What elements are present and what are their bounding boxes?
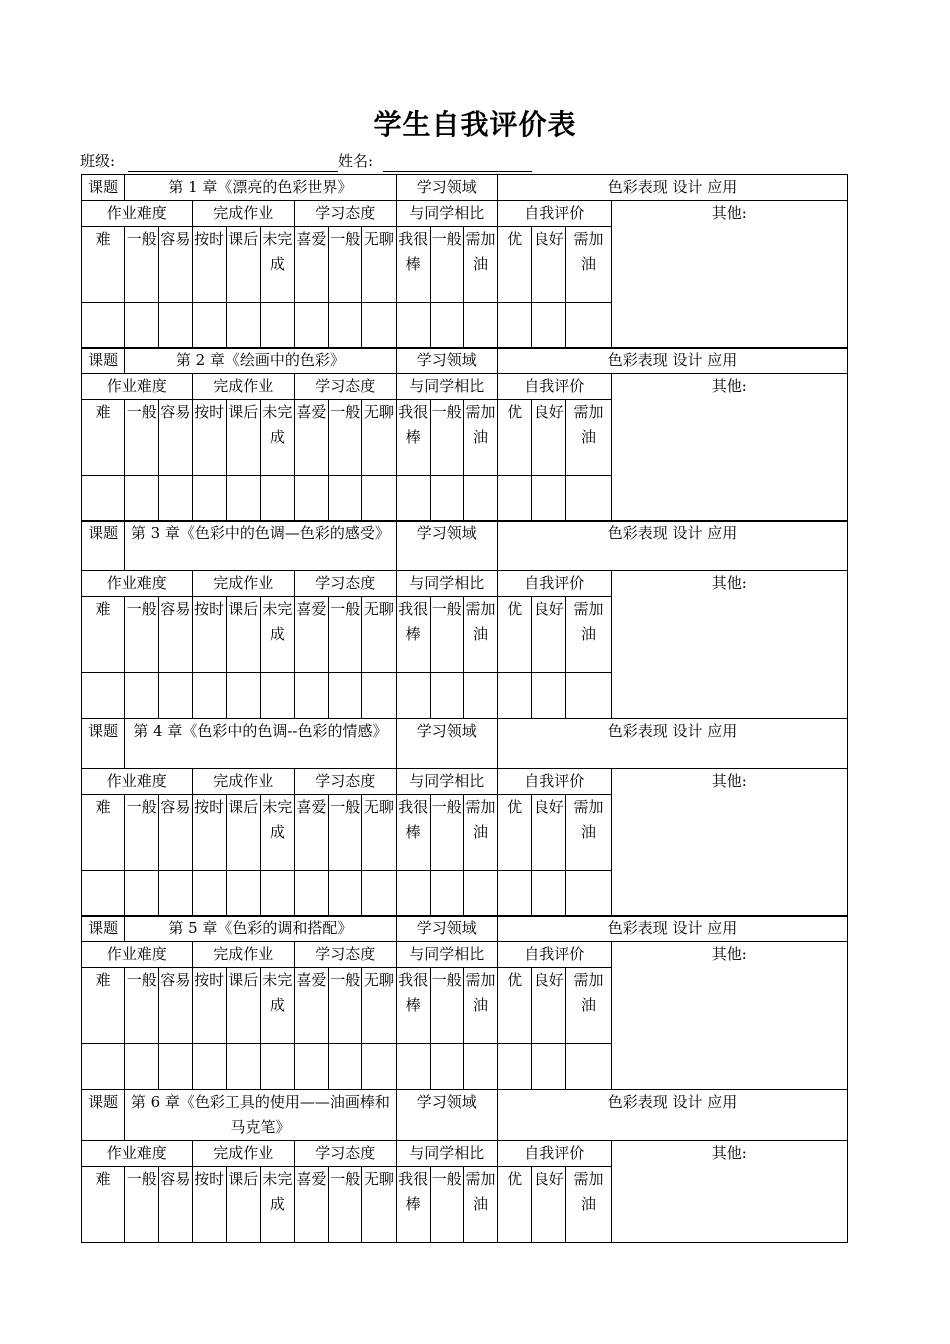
option-cell: 一般 <box>329 1167 362 1243</box>
group-comparison: 与同学相比 <box>396 201 498 227</box>
check-cell[interactable] <box>159 1044 192 1090</box>
option-cell: 难 <box>82 795 125 871</box>
student-info-line <box>80 149 540 173</box>
option-cell: 无聊 <box>362 1167 396 1243</box>
check-cell[interactable] <box>226 1044 260 1090</box>
check-cell[interactable] <box>329 871 362 917</box>
name-blank[interactable] <box>383 171 532 172</box>
option-cell: 喜爱 <box>294 1167 328 1243</box>
option-cell: 难 <box>82 597 125 673</box>
option-cell: 容易 <box>159 400 192 476</box>
group-header-row <box>82 374 848 400</box>
check-cell[interactable] <box>362 303 396 349</box>
topic-label: 课题 <box>82 916 125 942</box>
group-self-evaluation: 自我评价 <box>498 571 612 597</box>
evaluation-table <box>81 347 848 522</box>
chapter-text: 第 2 章《绘画中的色彩》 <box>175 351 345 369</box>
option-cell: 喜爱 <box>294 795 328 871</box>
domain-label: 学习领域 <box>396 916 498 942</box>
check-cell[interactable] <box>329 476 362 522</box>
check-cell[interactable] <box>125 871 159 917</box>
check-cell[interactable] <box>294 1044 328 1090</box>
chapter-title <box>125 175 396 201</box>
chapter-title <box>125 1090 396 1141</box>
group-comparison: 与同学相比 <box>396 374 498 400</box>
option-cell: 容易 <box>159 968 192 1044</box>
others-cell[interactable]: 其他: <box>611 769 847 917</box>
option-cell: 未完成 <box>260 400 294 476</box>
class-label: 班级: <box>80 152 116 170</box>
group-attitude: 学习态度 <box>294 201 396 227</box>
domain-value: 色彩表现 设计 应用 <box>498 348 848 374</box>
option-cell: 一般 <box>329 795 362 871</box>
check-cell[interactable] <box>430 1044 463 1090</box>
evaluation-table <box>81 174 848 349</box>
check-cell[interactable] <box>192 871 226 917</box>
domain-value: 色彩表现 设计 应用 <box>498 719 848 769</box>
option-cell: 一般 <box>430 400 463 476</box>
option-cell: 需加油 <box>463 400 497 476</box>
option-cell: 课后 <box>226 400 260 476</box>
check-cell[interactable] <box>463 871 497 917</box>
chapter-title <box>125 521 396 571</box>
chapter-title <box>125 916 396 942</box>
option-cell: 良好 <box>532 597 566 673</box>
check-cell[interactable] <box>159 303 192 349</box>
check-cell[interactable] <box>260 476 294 522</box>
domain-label: 学习领域 <box>396 348 498 374</box>
topic-row <box>82 1090 848 1141</box>
option-cell: 一般 <box>430 1167 463 1243</box>
option-cell: 喜爱 <box>294 227 328 303</box>
topic-label: 课题 <box>82 521 125 571</box>
group-difficulty: 作业难度 <box>82 942 193 968</box>
option-cell: 良好 <box>532 400 566 476</box>
option-cell: 优 <box>498 795 532 871</box>
option-cell: 我很棒 <box>396 227 430 303</box>
option-cell: 我很棒 <box>396 597 430 673</box>
topic-row <box>82 175 848 201</box>
check-cell[interactable] <box>82 1044 125 1090</box>
option-cell: 一般 <box>329 968 362 1044</box>
group-difficulty: 作业难度 <box>82 1141 193 1167</box>
option-cell: 一般 <box>125 597 159 673</box>
class-blank[interactable] <box>128 171 338 172</box>
group-comparison: 与同学相比 <box>396 942 498 968</box>
check-cell[interactable] <box>362 673 396 719</box>
group-comparison: 与同学相比 <box>396 769 498 795</box>
check-cell[interactable] <box>294 871 328 917</box>
topic-row <box>82 719 848 769</box>
check-cell[interactable] <box>125 1044 159 1090</box>
domain-label: 学习领域 <box>396 175 498 201</box>
check-cell[interactable] <box>566 871 611 917</box>
option-cell: 未完成 <box>260 968 294 1044</box>
check-cell[interactable] <box>192 673 226 719</box>
option-cell: 需加油 <box>566 968 611 1044</box>
option-cell: 优 <box>498 1167 532 1243</box>
group-attitude: 学习态度 <box>294 1141 396 1167</box>
others-cell[interactable]: 其他: <box>611 201 847 349</box>
name-label: 姓名: <box>338 152 374 170</box>
option-cell: 无聊 <box>362 400 396 476</box>
option-cell: 良好 <box>532 968 566 1044</box>
option-cell: 喜爱 <box>294 597 328 673</box>
check-cell[interactable] <box>463 476 497 522</box>
option-cell: 需加油 <box>463 1167 497 1243</box>
option-cell: 未完成 <box>260 795 294 871</box>
group-header-row <box>82 571 848 597</box>
check-cell[interactable] <box>362 871 396 917</box>
option-cell: 需加油 <box>463 597 497 673</box>
check-cell[interactable] <box>396 476 430 522</box>
check-cell[interactable] <box>294 476 328 522</box>
check-cell[interactable] <box>125 673 159 719</box>
topic-label: 课题 <box>82 175 125 201</box>
check-cell[interactable] <box>463 303 497 349</box>
check-cell[interactable] <box>498 871 532 917</box>
group-completion: 完成作业 <box>192 571 294 597</box>
option-cell: 按时 <box>192 968 226 1044</box>
chapter-title <box>125 719 396 769</box>
check-cell[interactable] <box>430 871 463 917</box>
chapter-text: 第 1 章《漂亮的色彩世界》 <box>168 178 353 196</box>
others-cell[interactable]: 其他: <box>611 942 847 1090</box>
topic-label: 课题 <box>82 348 125 374</box>
group-header-row <box>82 201 848 227</box>
option-cell: 难 <box>82 968 125 1044</box>
check-cell[interactable] <box>192 476 226 522</box>
option-cell: 喜爱 <box>294 968 328 1044</box>
check-cell[interactable] <box>260 303 294 349</box>
group-difficulty: 作业难度 <box>82 374 193 400</box>
option-cell: 难 <box>82 1167 125 1243</box>
option-cell: 容易 <box>159 795 192 871</box>
others-cell[interactable]: 其他: <box>611 1141 847 1243</box>
chapter-text: 第 6 章《色彩工具的使用——油画棒和马克笔》 <box>130 1093 390 1136</box>
check-cell[interactable] <box>463 1044 497 1090</box>
others-cell[interactable]: 其他: <box>611 374 847 522</box>
check-cell[interactable] <box>532 476 566 522</box>
option-cell: 按时 <box>192 400 226 476</box>
option-cell: 按时 <box>192 597 226 673</box>
option-cell: 容易 <box>159 597 192 673</box>
domain-label: 学习领域 <box>396 719 498 769</box>
option-cell: 容易 <box>159 1167 192 1243</box>
check-cell[interactable] <box>329 1044 362 1090</box>
group-comparison: 与同学相比 <box>396 571 498 597</box>
check-cell[interactable] <box>498 476 532 522</box>
option-cell: 按时 <box>192 795 226 871</box>
option-cell: 需加油 <box>566 227 611 303</box>
check-cell[interactable] <box>82 303 125 349</box>
group-attitude: 学习态度 <box>294 571 396 597</box>
group-self-evaluation: 自我评价 <box>498 942 612 968</box>
group-header-row <box>82 942 848 968</box>
check-cell[interactable] <box>226 303 260 349</box>
check-cell[interactable] <box>396 673 430 719</box>
option-cell: 无聊 <box>362 968 396 1044</box>
option-cell: 我很棒 <box>396 968 430 1044</box>
option-cell: 良好 <box>532 1167 566 1243</box>
option-cell: 优 <box>498 597 532 673</box>
check-cell[interactable] <box>294 303 328 349</box>
option-cell: 未完成 <box>260 1167 294 1243</box>
group-attitude: 学习态度 <box>294 769 396 795</box>
option-cell: 需加油 <box>566 1167 611 1243</box>
check-cell[interactable] <box>329 303 362 349</box>
option-cell: 一般 <box>125 227 159 303</box>
check-cell[interactable] <box>463 673 497 719</box>
check-cell[interactable] <box>159 476 192 522</box>
topic-row <box>82 521 848 571</box>
option-cell: 优 <box>498 227 532 303</box>
domain-value: 色彩表现 设计 应用 <box>498 916 848 942</box>
option-cell: 无聊 <box>362 227 396 303</box>
option-cell: 一般 <box>430 795 463 871</box>
check-cell[interactable] <box>396 303 430 349</box>
group-self-evaluation: 自我评价 <box>498 769 612 795</box>
group-difficulty: 作业难度 <box>82 571 193 597</box>
option-cell: 我很棒 <box>396 1167 430 1243</box>
option-cell: 喜爱 <box>294 400 328 476</box>
chapter-text: 第 4 章《色彩中的色调--色彩的情感》 <box>133 722 388 740</box>
option-cell: 未完成 <box>260 597 294 673</box>
group-attitude: 学习态度 <box>294 942 396 968</box>
option-cell: 一般 <box>329 227 362 303</box>
evaluation-table <box>81 915 848 1090</box>
option-cell: 课后 <box>226 795 260 871</box>
check-cell[interactable] <box>294 673 328 719</box>
option-cell: 优 <box>498 968 532 1044</box>
option-cell: 我很棒 <box>396 400 430 476</box>
check-cell[interactable] <box>566 303 611 349</box>
group-header-row <box>82 769 848 795</box>
option-cell: 需加油 <box>463 227 497 303</box>
check-cell[interactable] <box>566 673 611 719</box>
option-cell: 一般 <box>430 597 463 673</box>
option-cell: 需加油 <box>566 795 611 871</box>
chapter-section <box>81 915 848 1090</box>
topic-label: 课题 <box>82 719 125 769</box>
check-cell[interactable] <box>260 871 294 917</box>
domain-value: 色彩表现 设计 应用 <box>498 175 848 201</box>
check-cell[interactable] <box>260 673 294 719</box>
domain-label: 学习领域 <box>396 1090 498 1141</box>
check-cell[interactable] <box>226 871 260 917</box>
option-cell: 优 <box>498 400 532 476</box>
option-cell: 一般 <box>329 400 362 476</box>
check-cell[interactable] <box>430 673 463 719</box>
group-completion: 完成作业 <box>192 1141 294 1167</box>
topic-label: 课题 <box>82 1090 125 1141</box>
option-cell: 按时 <box>192 227 226 303</box>
group-attitude: 学习态度 <box>294 374 396 400</box>
group-comparison: 与同学相比 <box>396 1141 498 1167</box>
check-cell[interactable] <box>82 871 125 917</box>
check-cell[interactable] <box>192 303 226 349</box>
evaluation-table <box>81 1089 848 1243</box>
chapter-section <box>81 718 848 917</box>
group-self-evaluation: 自我评价 <box>498 374 612 400</box>
check-cell[interactable] <box>396 1044 430 1090</box>
check-cell[interactable] <box>362 476 396 522</box>
check-cell[interactable] <box>82 673 125 719</box>
page-title: 学生自我评价表 <box>373 108 577 141</box>
check-cell[interactable] <box>125 303 159 349</box>
chapter-text: 第 5 章《色彩的调和搭配》 <box>168 919 353 937</box>
check-cell[interactable] <box>532 673 566 719</box>
option-cell: 按时 <box>192 1167 226 1243</box>
option-cell: 一般 <box>125 1167 159 1243</box>
check-cell[interactable] <box>159 673 192 719</box>
chapter-section <box>81 174 848 349</box>
check-cell[interactable] <box>532 871 566 917</box>
check-cell[interactable] <box>532 303 566 349</box>
check-cell[interactable] <box>159 871 192 917</box>
chapter-text: 第 3 章《色彩中的色调—色彩的感受》 <box>130 524 390 542</box>
option-cell: 需加油 <box>566 400 611 476</box>
domain-label: 学习领域 <box>396 521 498 571</box>
option-cell: 无聊 <box>362 795 396 871</box>
check-cell[interactable] <box>498 303 532 349</box>
option-cell: 课后 <box>226 597 260 673</box>
check-cell[interactable] <box>226 673 260 719</box>
option-cell: 需加油 <box>566 597 611 673</box>
option-cell: 我很棒 <box>396 795 430 871</box>
check-cell[interactable] <box>532 1044 566 1090</box>
check-cell[interactable] <box>566 1044 611 1090</box>
option-cell: 良好 <box>532 795 566 871</box>
evaluation-table <box>81 718 848 917</box>
option-cell: 一般 <box>125 795 159 871</box>
group-completion: 完成作业 <box>192 942 294 968</box>
topic-row <box>82 916 848 942</box>
check-cell[interactable] <box>362 1044 396 1090</box>
group-self-evaluation: 自我评价 <box>498 1141 612 1167</box>
check-cell[interactable] <box>226 476 260 522</box>
chapter-section <box>81 347 848 522</box>
check-cell[interactable] <box>260 1044 294 1090</box>
check-cell[interactable] <box>498 673 532 719</box>
option-cell: 课后 <box>226 227 260 303</box>
option-cell: 需加油 <box>463 795 497 871</box>
evaluation-table <box>81 520 848 719</box>
option-cell: 需加油 <box>463 968 497 1044</box>
check-cell[interactable] <box>396 871 430 917</box>
option-cell: 未完成 <box>260 227 294 303</box>
option-cell: 一般 <box>125 968 159 1044</box>
option-cell: 一般 <box>430 968 463 1044</box>
option-cell: 课后 <box>226 968 260 1044</box>
domain-value: 色彩表现 设计 应用 <box>498 521 848 571</box>
option-cell: 一般 <box>125 400 159 476</box>
option-cell: 一般 <box>430 227 463 303</box>
option-cell: 无聊 <box>362 597 396 673</box>
chapter-title <box>125 348 396 374</box>
group-completion: 完成作业 <box>192 374 294 400</box>
domain-value: 色彩表现 设计 应用 <box>498 1090 848 1141</box>
option-cell: 难 <box>82 227 125 303</box>
group-completion: 完成作业 <box>192 769 294 795</box>
check-cell[interactable] <box>430 303 463 349</box>
topic-row <box>82 348 848 374</box>
check-cell[interactable] <box>566 476 611 522</box>
group-difficulty: 作业难度 <box>82 201 193 227</box>
check-cell[interactable] <box>192 1044 226 1090</box>
group-self-evaluation: 自我评价 <box>498 201 612 227</box>
option-cell: 一般 <box>329 597 362 673</box>
option-cell: 课后 <box>226 1167 260 1243</box>
option-cell: 良好 <box>532 227 566 303</box>
others-cell[interactable]: 其他: <box>611 571 847 719</box>
chapter-section <box>81 1089 848 1243</box>
check-cell[interactable] <box>125 476 159 522</box>
check-cell[interactable] <box>430 476 463 522</box>
check-cell[interactable] <box>329 673 362 719</box>
group-header-row <box>82 1141 848 1167</box>
group-difficulty: 作业难度 <box>82 769 193 795</box>
check-cell[interactable] <box>498 1044 532 1090</box>
check-cell[interactable] <box>82 476 125 522</box>
chapter-section <box>81 520 848 719</box>
group-completion: 完成作业 <box>192 201 294 227</box>
option-cell: 容易 <box>159 227 192 303</box>
option-cell: 难 <box>82 400 125 476</box>
